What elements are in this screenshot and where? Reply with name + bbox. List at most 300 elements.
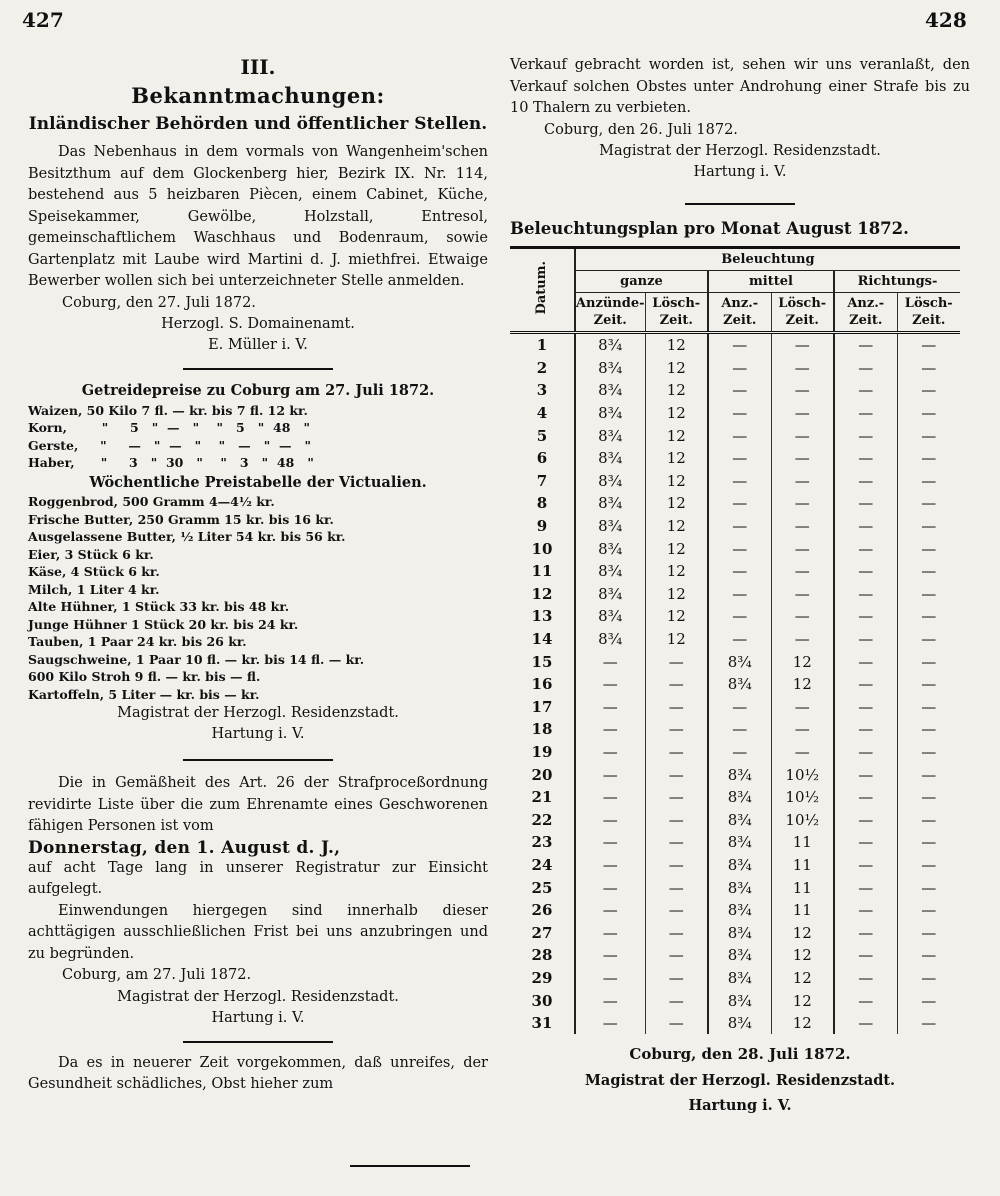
- plan-cell: 8¾: [575, 560, 645, 583]
- plan-row: [510, 967, 960, 990]
- plan-cell: 8¾: [708, 673, 771, 696]
- plan-cell: —: [708, 560, 771, 583]
- plan-cell-date: 6: [510, 447, 575, 470]
- plan-cell: 12: [645, 447, 708, 470]
- plan-cell: —: [575, 831, 645, 854]
- victual-row: Milch, 1 Liter 4 kr.: [28, 581, 160, 597]
- plan-cell: 8¾: [708, 763, 771, 786]
- plan-cell: —: [575, 673, 645, 696]
- plan-row: [510, 673, 960, 696]
- plan-row: [510, 583, 960, 606]
- victual-row: Eier, 3 Stück 6 kr.: [28, 546, 154, 562]
- plan-row: [510, 944, 960, 967]
- jury-list-text-2: auf acht Tage lang in unserer Registratur zur Einsicht aufgelegt.: [28, 859, 488, 897]
- victuals-list: [28, 493, 488, 703]
- plan-cell-date: 11: [510, 560, 575, 583]
- plan-cell: 10½: [771, 763, 834, 786]
- plan-cell: —: [708, 628, 771, 651]
- plan-row: [510, 741, 960, 764]
- plan-cell-date: 18: [510, 718, 575, 741]
- left-column: [28, 55, 488, 1096]
- victual-row: Frische Butter, 250 Gramm 15 kr. bis 16 kr.: [28, 511, 334, 527]
- plan-row: [510, 605, 960, 628]
- plan-office: Magistrat der Herzogl. Residenzstadt.: [584, 1071, 896, 1089]
- plan-cell: —: [921, 517, 937, 536]
- plan-cell: —: [575, 899, 645, 922]
- plan-row: [510, 537, 960, 560]
- plan-cell-date: 24: [510, 854, 575, 877]
- divider: [685, 203, 795, 205]
- grain-row: Waizen, 50 Kilo 7 fl. — kr. bis 7 fl. 12 kr.: [28, 402, 308, 418]
- plan-cell: —: [834, 763, 897, 786]
- plan-cell: 8¾: [575, 605, 645, 628]
- plan-cell: 11: [771, 854, 834, 877]
- plan-cell: —: [921, 833, 937, 852]
- plan-cell: 8¾: [575, 470, 645, 493]
- announcement-house-date: Coburg, den 27. Juli 1872.: [62, 294, 256, 311]
- grain-prices-list: [28, 402, 488, 472]
- plan-cell: —: [771, 741, 834, 764]
- plan-cell: 8¾: [708, 989, 771, 1012]
- plan-cell: 8¾: [575, 357, 645, 380]
- plan-cell: —: [834, 808, 897, 831]
- plan-cell-date: 13: [510, 605, 575, 628]
- plan-cell: —: [834, 424, 897, 447]
- plan-cell: —: [708, 492, 771, 515]
- plan-cell: 8¾: [575, 515, 645, 538]
- plan-cell: —: [771, 605, 834, 628]
- col-header: Lösch-Zeit.: [645, 293, 708, 333]
- plan-cell: —: [708, 718, 771, 741]
- plan-cell: 12: [645, 583, 708, 606]
- plan-cell: 12: [645, 379, 708, 402]
- plan-cell: 8¾: [708, 899, 771, 922]
- plan-cell: —: [708, 333, 771, 357]
- jury-list-signature: Hartung i. V.: [211, 1009, 305, 1026]
- plan-cell: —: [645, 741, 708, 764]
- victuals-title: Wöchentliche Preistabelle der Victualien.: [89, 473, 427, 491]
- plan-cell: —: [575, 763, 645, 786]
- plan-cell: —: [834, 560, 897, 583]
- col-header: Lösch-Zeit.: [771, 293, 834, 333]
- plan-cell-date: 9: [510, 515, 575, 538]
- plan-signature: Hartung i. V.: [688, 1096, 792, 1114]
- plan-cell: —: [834, 379, 897, 402]
- plan-row: [510, 470, 960, 493]
- plan-cell: —: [921, 968, 937, 987]
- plan-cell-date: 20: [510, 763, 575, 786]
- fruit-ban-signature: Hartung i. V.: [693, 164, 787, 180]
- plan-cell-date: 27: [510, 921, 575, 944]
- plan-cell: 12: [645, 402, 708, 425]
- plan-cell: —: [575, 921, 645, 944]
- plan-cell: —: [921, 562, 937, 581]
- plan-cell: 12: [771, 921, 834, 944]
- plan-cell: —: [834, 989, 897, 1012]
- plan-cell-date: 25: [510, 876, 575, 899]
- lighting-plan-title: Beleuchtungsplan pro Monat August 1872.: [510, 219, 909, 238]
- plan-cell: —: [575, 808, 645, 831]
- plan-cell: —: [575, 741, 645, 764]
- divider: [183, 368, 333, 370]
- plan-row: [510, 357, 960, 380]
- plan-cell: —: [834, 333, 897, 357]
- plan-cell-date: 5: [510, 424, 575, 447]
- plan-cell-date: 2: [510, 357, 575, 380]
- col-header: Anzünde-Zeit.: [575, 293, 645, 333]
- plan-cell: 8¾: [575, 492, 645, 515]
- jury-list-objection: Einwendungen hiergegen sind innerhalb dieser achttägigen ausschließlichen Frist bei uns anzubringen und zu begründen.: [28, 902, 488, 962]
- plan-cell: 12: [771, 944, 834, 967]
- plan-cell: —: [575, 967, 645, 990]
- plan-cell: —: [645, 876, 708, 899]
- fruit-ban-text-end: Verkauf gebracht worden ist, sehen wir uns veranlaßt, den Verkauf solchen Obstes unter Androhung einer Strafe bis zu 10 Thalern zu verbieten.: [510, 57, 970, 116]
- plan-cell: —: [921, 923, 937, 942]
- plan-cell: —: [575, 650, 645, 673]
- plan-cell: —: [834, 718, 897, 741]
- plan-cell: —: [921, 426, 937, 445]
- plan-row: [510, 379, 960, 402]
- plan-cell-date: 21: [510, 786, 575, 809]
- plan-cell: —: [834, 854, 897, 877]
- plan-cell: —: [645, 763, 708, 786]
- plan-cell: —: [708, 537, 771, 560]
- grain-row: Gerste, " — " — " " — " — ": [28, 437, 312, 453]
- plan-cell: 8¾: [708, 786, 771, 809]
- plan-row: [510, 718, 960, 741]
- plan-cell: —: [575, 718, 645, 741]
- plan-cell: —: [834, 831, 897, 854]
- plan-cell-date: 31: [510, 1012, 575, 1035]
- plan-cell-date: 4: [510, 402, 575, 425]
- plan-cell: —: [708, 379, 771, 402]
- plan-cell: —: [834, 921, 897, 944]
- plan-cell: —: [645, 1012, 708, 1035]
- plan-cell: —: [645, 650, 708, 673]
- plan-cell: 8¾: [708, 1012, 771, 1035]
- plan-cell-date: 8: [510, 492, 575, 515]
- plan-cell: 12: [771, 967, 834, 990]
- plan-cell: 12: [645, 515, 708, 538]
- plan-cell: 12: [645, 424, 708, 447]
- plan-cell: —: [708, 515, 771, 538]
- plan-cell: —: [708, 741, 771, 764]
- plan-cell: —: [771, 628, 834, 651]
- plan-cell: —: [921, 946, 937, 965]
- plan-cell: 8¾: [575, 628, 645, 651]
- group-header-medium: mittel: [708, 271, 834, 293]
- announcement-house-text: Das Nebenhaus in dem vormals von Wangenheim'schen Besitzthum auf dem Glockenberg hier, Bezirk IX. Nr. 114, bestehend aus 5 heizbaren Piècen, einem Cabinet, Küche, Speisekammer, Gewölbe, Holzstall, Entresol, gemeinschaftlichem Waschhaus und Bodenraum, sowie Gartenplatz mit Laube wird Martini d. J. miethfrei. Etwaige Bewerber wollen sich bei unterzeichneter Stelle anmelden.: [28, 144, 488, 289]
- plan-cell: —: [645, 989, 708, 1012]
- plan-cell: —: [771, 492, 834, 515]
- plan-cell-date: 16: [510, 673, 575, 696]
- plan-cell: —: [645, 921, 708, 944]
- plan-cell: —: [921, 630, 937, 649]
- plan-cell: —: [645, 786, 708, 809]
- divider: [183, 1041, 333, 1043]
- announcement-house-signature: E. Müller i. V.: [208, 337, 308, 353]
- plan-cell: —: [834, 741, 897, 764]
- plan-cell: 11: [771, 831, 834, 854]
- col-header: Anz.-Zeit.: [834, 293, 897, 333]
- plan-cell: —: [575, 854, 645, 877]
- plan-cell: —: [834, 944, 897, 967]
- plan-cell: —: [771, 560, 834, 583]
- plan-cell: —: [771, 515, 834, 538]
- plan-cell: 8¾: [575, 379, 645, 402]
- plan-cell: 12: [645, 537, 708, 560]
- plan-cell: —: [708, 605, 771, 628]
- plan-cell: —: [645, 831, 708, 854]
- plan-cell: —: [834, 673, 897, 696]
- plan-cell: —: [921, 1014, 937, 1033]
- grain-row: Korn, " 5 " — " " 5 " 48 ": [28, 420, 310, 435]
- plan-cell: —: [708, 583, 771, 606]
- page-number-right: 428: [925, 8, 967, 32]
- plan-cell: —: [921, 494, 937, 513]
- plan-cell: —: [575, 786, 645, 809]
- plan-cell: —: [834, 1012, 897, 1035]
- plan-cell: —: [575, 876, 645, 899]
- grain-prices-title: Getreidepreise zu Coburg am 27. Juli 1872.: [81, 382, 435, 399]
- plan-cell: 11: [771, 899, 834, 922]
- plan-row: [510, 831, 960, 854]
- grain-row: Haber, " 3 " 30 " " 3 " 48 ": [28, 455, 314, 470]
- victual-row: Tauben, 1 Paar 24 kr. bis 26 kr.: [28, 634, 247, 649]
- victual-row: Alte Hühner, 1 Stück 33 kr. bis 48 kr.: [28, 599, 290, 614]
- plan-cell-date: 23: [510, 831, 575, 854]
- jury-list-place-date: Coburg, am 27. Juli 1872.: [62, 967, 252, 983]
- plan-row: [510, 786, 960, 809]
- plan-row: [510, 560, 960, 583]
- plan-row: [510, 854, 960, 877]
- plan-cell: —: [834, 402, 897, 425]
- plan-cell: —: [771, 447, 834, 470]
- plan-cell: 8¾: [708, 921, 771, 944]
- plan-cell: —: [921, 742, 937, 761]
- plan-row: [510, 808, 960, 831]
- plan-cell: —: [834, 876, 897, 899]
- col-header: Lösch-Zeit.: [897, 293, 960, 333]
- plan-cell: 8¾: [575, 333, 645, 357]
- plan-row: [510, 921, 960, 944]
- plan-cell: 8¾: [708, 650, 771, 673]
- plan-cell: —: [645, 808, 708, 831]
- plan-cell: —: [834, 696, 897, 719]
- plan-cell: —: [921, 449, 937, 468]
- plan-cell: —: [834, 967, 897, 990]
- plan-row: [510, 447, 960, 470]
- plan-row: [510, 628, 960, 651]
- plan-cell: —: [771, 718, 834, 741]
- plan-cell-date: 1: [510, 333, 575, 357]
- plan-row: [510, 989, 960, 1012]
- plan-row: [510, 763, 960, 786]
- plan-cell: —: [708, 447, 771, 470]
- plan-cell: —: [771, 333, 834, 357]
- victual-row: Käse, 4 Stück 6 kr.: [28, 564, 160, 579]
- plan-cell: —: [921, 720, 937, 739]
- plan-cell: —: [645, 696, 708, 719]
- plan-row: [510, 492, 960, 515]
- plan-cell-date: 29: [510, 967, 575, 990]
- plan-cell: —: [771, 583, 834, 606]
- plan-cell: 8¾: [575, 537, 645, 560]
- plan-cell: —: [921, 855, 937, 874]
- plan-cell: 10½: [771, 808, 834, 831]
- group-header-full: ganze: [575, 271, 708, 293]
- plan-row: [510, 899, 960, 922]
- plan-cell: —: [834, 447, 897, 470]
- plan-cell: —: [575, 696, 645, 719]
- divider: [183, 759, 333, 761]
- plan-cell: 8¾: [708, 876, 771, 899]
- plan-cell: —: [834, 470, 897, 493]
- plan-row: [510, 424, 960, 447]
- plan-cell: —: [834, 650, 897, 673]
- plan-cell: —: [834, 515, 897, 538]
- plan-cell: —: [921, 788, 937, 807]
- plan-cell: —: [575, 1012, 645, 1035]
- plan-cell-date: 19: [510, 741, 575, 764]
- plan-cell: 12: [645, 628, 708, 651]
- plan-cell: —: [921, 539, 937, 558]
- plan-cell: —: [921, 404, 937, 423]
- plan-cell: 8¾: [575, 424, 645, 447]
- lighting-header: Beleuchtung: [575, 248, 960, 271]
- plan-cell: —: [921, 584, 937, 603]
- plan-cell: —: [834, 492, 897, 515]
- plan-cell: —: [771, 357, 834, 380]
- plan-cell: 12: [645, 357, 708, 380]
- victuals-office: Magistrat der Herzogl. Residenzstadt.: [117, 705, 399, 721]
- plan-row: [510, 333, 960, 357]
- plan-cell: 8¾: [708, 831, 771, 854]
- plan-cell: 11: [771, 876, 834, 899]
- plan-cell: —: [708, 402, 771, 425]
- plan-cell-date: 22: [510, 808, 575, 831]
- plan-cell: —: [575, 989, 645, 1012]
- announcement-house-office: Herzogl. S. Domainenamt.: [161, 316, 355, 332]
- fruit-ban-text-start: Da es in neuerer Zeit vorgekommen, daß unreifes, der Gesundheit schädliches, Obst hieher zum: [28, 1054, 488, 1092]
- plan-cell: —: [708, 470, 771, 493]
- right-column: [510, 55, 970, 1116]
- plan-cell: —: [921, 878, 937, 897]
- plan-cell: —: [921, 901, 937, 920]
- plan-cell-date: 12: [510, 583, 575, 606]
- plan-cell: —: [771, 379, 834, 402]
- section-subheading: Inländischer Behörden und öffentlicher Stellen.: [28, 114, 488, 134]
- jury-list-text: Die in Gemäßheit des Art. 26 der Strafproceßordnung revidirte Liste über die zum Ehrenamte eines Geschworenen fähigen Personen ist vom: [28, 775, 488, 834]
- section-number: III.: [240, 55, 276, 79]
- victual-row: Junge Hühner 1 Stück 20 kr. bis 24 kr.: [28, 616, 299, 632]
- plan-cell: 10½: [771, 786, 834, 809]
- plan-cell-date: 26: [510, 899, 575, 922]
- plan-cell-date: 30: [510, 989, 575, 1012]
- plan-row: [510, 650, 960, 673]
- page-number-left: 427: [22, 8, 64, 32]
- jury-list-date: Donnerstag, den 1. August d. J.,: [28, 837, 341, 858]
- plan-cell: 12: [771, 989, 834, 1012]
- plan-cell-date: 7: [510, 470, 575, 493]
- plan-cell: —: [708, 424, 771, 447]
- victual-row: Saugschweine, 1 Paar 10 fl. — kr. bis 14 fl. — kr.: [28, 651, 365, 667]
- plan-cell: —: [921, 381, 937, 400]
- plan-cell: —: [834, 583, 897, 606]
- plan-cell: —: [645, 967, 708, 990]
- plan-row: [510, 402, 960, 425]
- plan-cell: 8¾: [708, 944, 771, 967]
- section-heading: Bekanntmachungen:: [131, 83, 385, 108]
- jury-list-office: Magistrat der Herzogl. Residenzstadt.: [117, 988, 399, 1005]
- plan-cell: —: [834, 537, 897, 560]
- plan-cell: —: [834, 357, 897, 380]
- plan-cell: —: [921, 358, 937, 377]
- plan-cell: —: [834, 899, 897, 922]
- plan-cell: 12: [645, 333, 708, 357]
- plan-cell: —: [921, 675, 937, 694]
- plan-cell: —: [834, 628, 897, 651]
- plan-cell: 12: [645, 470, 708, 493]
- plan-cell-date: 10: [510, 537, 575, 560]
- bottom-divider: [350, 1165, 470, 1167]
- plan-cell: —: [921, 810, 937, 829]
- plan-cell: —: [645, 718, 708, 741]
- plan-cell: —: [771, 537, 834, 560]
- plan-cell: —: [921, 697, 937, 716]
- plan-cell: —: [921, 991, 937, 1010]
- plan-cell: 8¾: [708, 808, 771, 831]
- plan-cell: —: [708, 357, 771, 380]
- fruit-ban-date: Coburg, den 26. Juli 1872.: [544, 121, 738, 138]
- lighting-plan-table: [510, 246, 960, 1034]
- plan-cell: 12: [645, 492, 708, 515]
- plan-cell: —: [771, 424, 834, 447]
- plan-cell: —: [645, 673, 708, 696]
- plan-cell-date: 17: [510, 696, 575, 719]
- plan-cell: 8¾: [575, 447, 645, 470]
- plan-cell: —: [921, 336, 937, 355]
- plan-cell: —: [921, 471, 937, 490]
- plan-row: [510, 876, 960, 899]
- victual-row: Kartoffeln, 5 Liter — kr. bis — kr.: [28, 686, 260, 702]
- plan-cell: —: [771, 696, 834, 719]
- victual-row: 600 Kilo Stroh 9 fl. — kr. bis — fl.: [28, 669, 261, 684]
- plan-row: [510, 515, 960, 538]
- plan-cell: 8¾: [708, 967, 771, 990]
- plan-cell-date: 3: [510, 379, 575, 402]
- plan-cell: —: [921, 652, 937, 671]
- plan-cell: —: [834, 786, 897, 809]
- plan-cell: —: [575, 944, 645, 967]
- plan-cell: —: [771, 402, 834, 425]
- plan-cell: 8¾: [575, 583, 645, 606]
- victuals-signature: Hartung i. V.: [211, 726, 305, 742]
- plan-cell: 12: [771, 1012, 834, 1035]
- plan-cell: —: [645, 899, 708, 922]
- plan-row: [510, 1012, 960, 1035]
- plan-cell-date: 28: [510, 944, 575, 967]
- plan-cell: —: [921, 765, 937, 784]
- col-header: Anz.-Zeit.: [708, 293, 771, 333]
- plan-cell: 8¾: [708, 854, 771, 877]
- fruit-ban-office: Magistrat der Herzogl. Residenzstadt.: [599, 143, 881, 159]
- plan-row: [510, 696, 960, 719]
- plan-cell: —: [645, 854, 708, 877]
- plan-cell: —: [771, 470, 834, 493]
- plan-cell: 8¾: [575, 402, 645, 425]
- datum-header: Datum.: [510, 248, 575, 333]
